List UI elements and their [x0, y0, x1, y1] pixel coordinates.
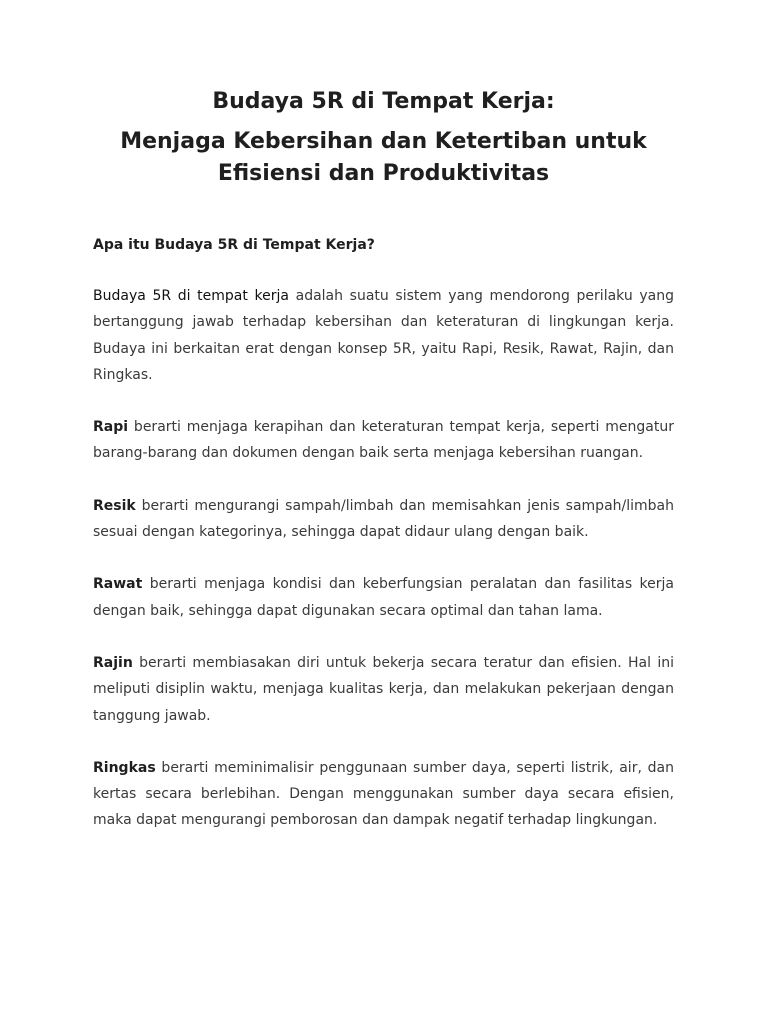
term-resik: Resik: [93, 497, 136, 514]
text-rapi: berarti menjaga kerapihan dan keteraturan tempat kerja, seperti mengatur barang-barang dan dokumen dengan baik serta menjaga kebersihan ruangan.: [93, 419, 674, 462]
intro-lead: Budaya 5R di tempat kerja: [93, 288, 289, 304]
text-ringkas: berarti meminimalisir penggunaan sumber daya, seperti listrik, air, dan kertas secara berlebihan. Dengan menggunakan sumber daya secara efisien, maka dapat mengurangi pemborosan dan dampak negatif terhadap lingkungan.: [93, 759, 674, 829]
document-title: [93, 86, 674, 190]
intro-paragraph: [93, 283, 674, 388]
title-line-3: Efisiensi dan Produktivitas: [217, 161, 550, 186]
item-paragraph-rapi: [93, 414, 674, 467]
item-paragraph-resik: [93, 493, 674, 546]
term-rawat: Rawat: [93, 576, 143, 593]
section-question: Apa itu Budaya 5R di Tempat Kerja?: [93, 237, 375, 253]
item-paragraph-ringkas: [93, 755, 674, 834]
item-paragraph-rajin: [93, 650, 674, 729]
term-ringkas: Ringkas: [93, 759, 156, 776]
term-rapi: Rapi: [93, 419, 129, 436]
term-rajin: Rajin: [93, 654, 133, 671]
document-page: [93, 86, 674, 834]
title-line-1: Budaya 5R di Tempat Kerja:: [212, 89, 555, 114]
text-rawat: berarti menjaga kondisi dan keberfungsian peralatan dan fasilitas kerja dengan baik, sehingga dapat digunakan secara optimal dan tahan lama.: [93, 576, 674, 619]
text-resik: berarti mengurangi sampah/limbah dan memisahkan jenis sampah/limbah sesuai dengan kategorinya, sehingga dapat didaur ulang dengan baik.: [93, 497, 674, 541]
item-paragraph-rawat: [93, 571, 674, 624]
title-line-2: Menjaga Kebersihan dan Ketertiban untuk: [120, 129, 647, 154]
intro-text: adalah suatu sistem yang mendorong perilaku yang bertanggung jawab terhadap kebersihan dan keteraturan di lingkungan kerja. Budaya ini berkaitan erat dengan konsep 5R, yaitu Rapi, Resik, Rawat, Rajin, dan Ringkas.: [93, 288, 674, 383]
text-rajin: berarti membiasakan diri untuk bekerja secara teratur dan efisien. Hal ini meliputi disiplin waktu, menjaga kualitas kerja, dan melakukan pekerjaan dengan tanggung jawab.: [93, 654, 674, 724]
